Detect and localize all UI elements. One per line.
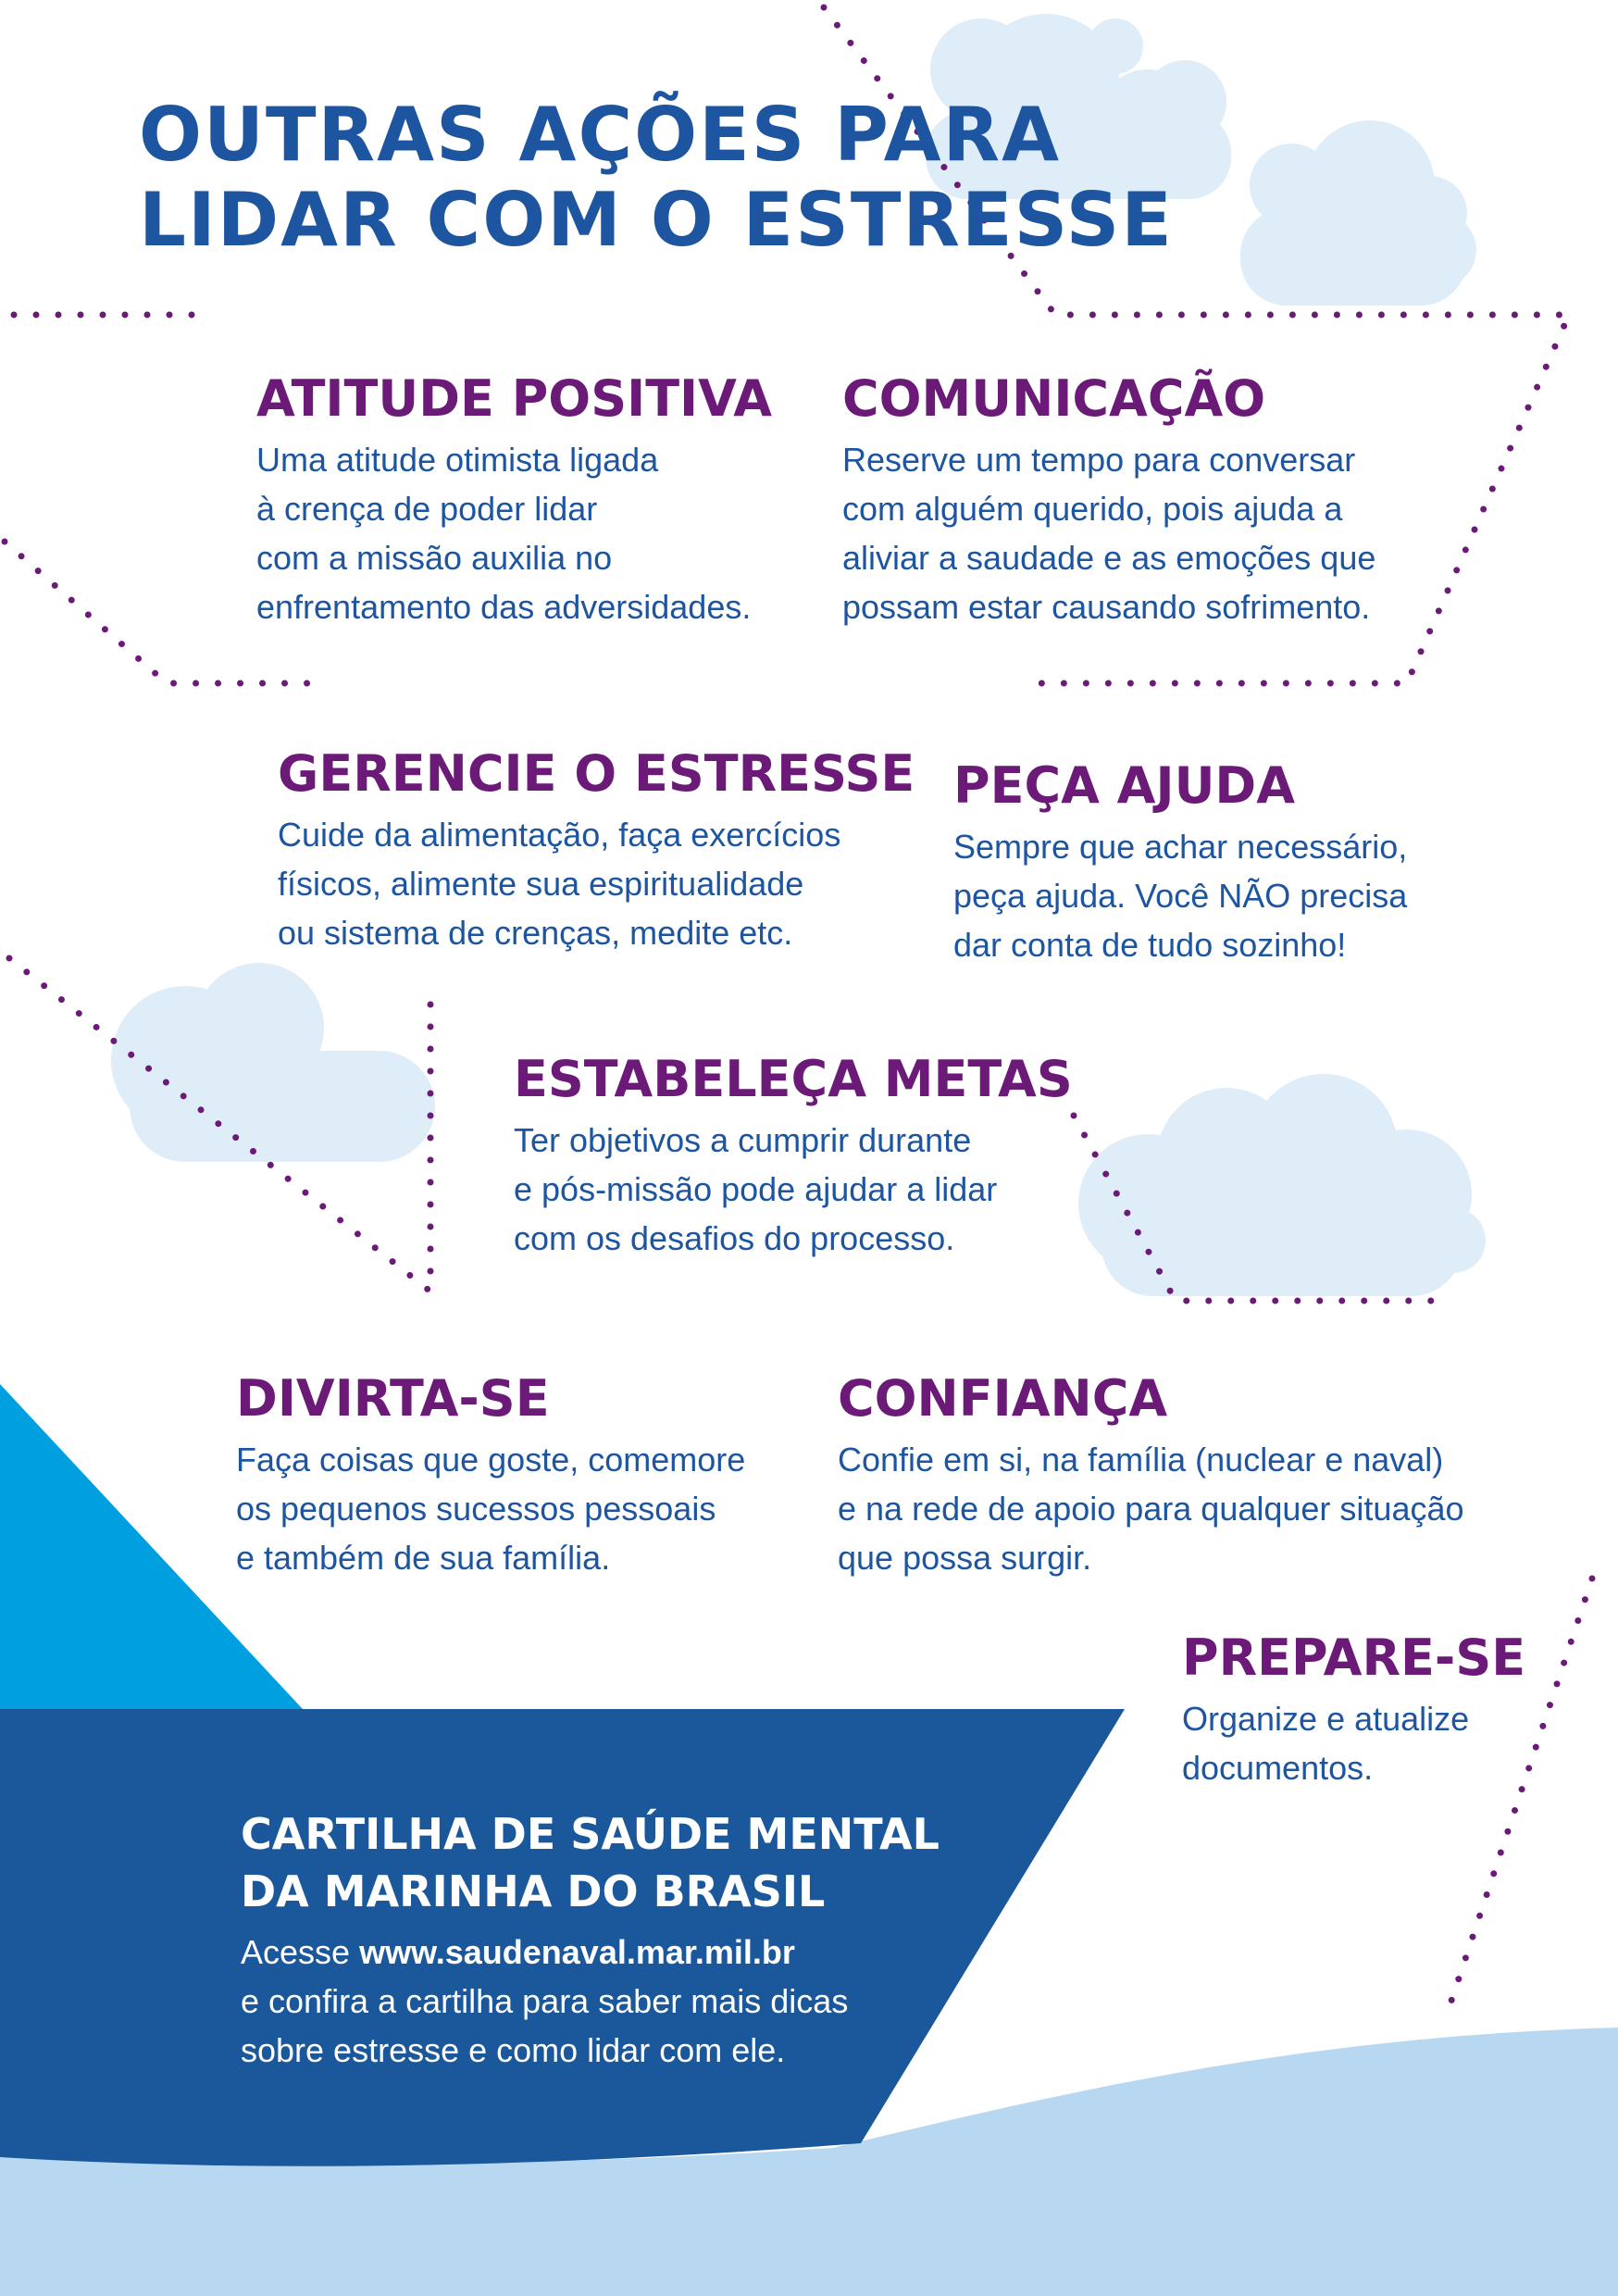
tip-divirta-se xyxy=(236,1370,745,1582)
tip-estabeleca-metas xyxy=(514,1051,1073,1263)
tip-atitude-positiva xyxy=(256,370,772,631)
tip-confianca xyxy=(838,1370,1464,1582)
tip-text: Ter objetivos a cumprir durante e pós-missão pode ajudar a lidar com os desafios do processo. xyxy=(514,1121,998,1257)
access-prefix: Acesse xyxy=(241,1933,360,1971)
footer-banner-text xyxy=(241,1805,940,2075)
tip-heading: CONFIANÇA xyxy=(838,1369,1168,1428)
tip-peca-ajuda xyxy=(953,757,1407,969)
tip-text: Confie em si, na família (nuclear e naval) e na rede de apoio para qualquer situação que possa surgir. xyxy=(838,1441,1464,1577)
tip-heading: ESTABELEÇA METAS xyxy=(514,1050,1073,1108)
page-title xyxy=(139,93,1174,263)
tip-heading: COMUNICAÇÃO xyxy=(842,369,1266,428)
tip-text: Organize e atualize documentos. xyxy=(1182,1700,1470,1787)
tip-text: Sempre que achar necessário, peça ajuda. Você NÃO precisa dar conta de tudo sozinho! xyxy=(953,828,1408,964)
cloud-right xyxy=(1078,1074,1486,1296)
tip-text: Uma atitude otimista ligada à crença de poder lidar com a missão auxilia no enfrentamento das adversidades. xyxy=(256,441,752,626)
title-line-1: OUTRAS AÇÕES PARA xyxy=(139,92,1061,178)
tip-heading: PEÇA AJUDA xyxy=(953,756,1296,815)
tip-prepare-se xyxy=(1182,1629,1525,1792)
footer-text: Acesse www.saudenaval.mar.mil.br e confira a cartilha para saber mais dicas sobre estresse e como lidar com ele. xyxy=(241,1933,849,2069)
tip-text: Cuide da alimentação, faça exercícios físicos, alimente sua espiritualidade ou sistema de crenças, medite etc. xyxy=(278,816,841,952)
tip-heading: GERENCIE O ESTRESSE xyxy=(278,744,915,803)
tip-gerencie-o-estresse xyxy=(278,745,915,957)
tip-heading: ATITUDE POSITIVA xyxy=(256,369,773,428)
footer-heading: CARTILHA DE SAÚDE MENTAL DA MARINHA DO BRASIL xyxy=(241,1809,940,1916)
tip-heading: DIVIRTA-SE xyxy=(236,1369,550,1428)
tip-comunicacao xyxy=(842,370,1375,631)
cloud-top-right xyxy=(1240,120,1476,306)
website-link[interactable]: www.saudenaval.mar.mil.br xyxy=(359,1933,795,1971)
tip-text: Reserve um tempo para conversar com alguém querido, pois ajuda a aliviar a saudade e as emoções que possam estar causando sofrimento. xyxy=(842,441,1376,626)
tip-text: Faça coisas que goste, comemore os pequenos sucessos pessoais e também de sua família. xyxy=(236,1441,746,1577)
cloud-left xyxy=(111,963,435,1162)
tip-heading: PREPARE-SE xyxy=(1182,1628,1526,1687)
title-line-2: LIDAR COM O ESTRESSE xyxy=(139,177,1174,263)
